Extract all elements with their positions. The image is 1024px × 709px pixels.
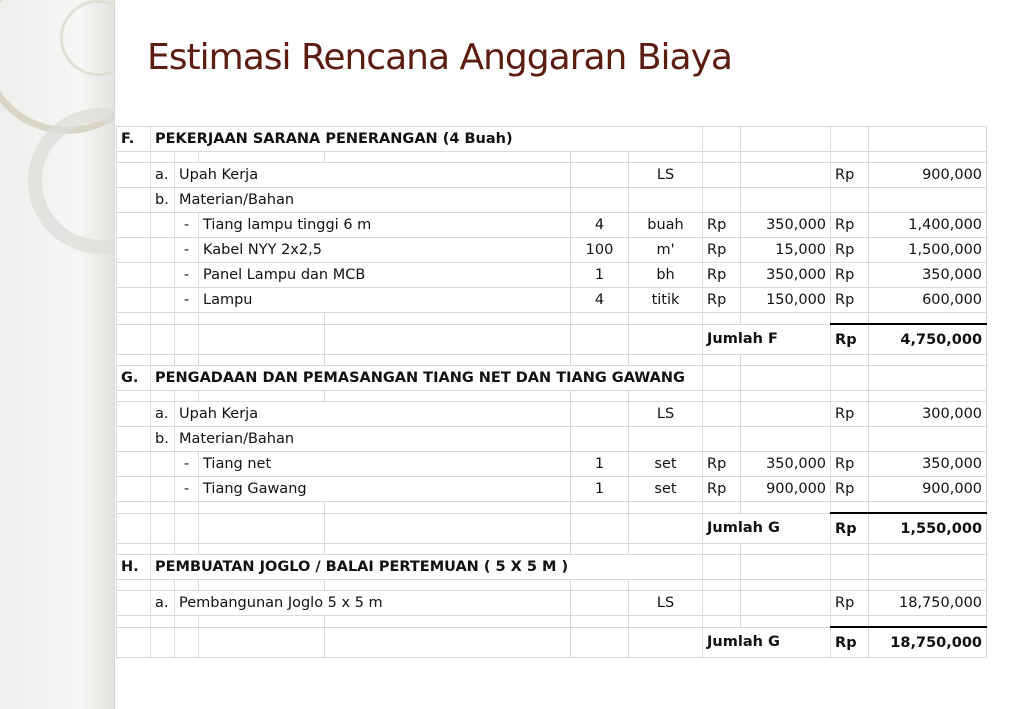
empty-cell bbox=[199, 391, 325, 402]
empty-cell bbox=[117, 238, 151, 263]
empty-cell bbox=[703, 313, 741, 325]
budget-table bbox=[116, 126, 987, 658]
empty-cell bbox=[151, 313, 175, 325]
empty-cell bbox=[831, 555, 869, 580]
empty-cell bbox=[117, 355, 151, 366]
empty-cell bbox=[869, 313, 987, 325]
currency: Rp bbox=[831, 238, 869, 263]
item-unit: LS bbox=[629, 591, 703, 616]
empty-cell bbox=[325, 544, 571, 555]
item-unit: LS bbox=[629, 402, 703, 427]
unit-price: 350,000 bbox=[741, 452, 831, 477]
empty-cell bbox=[151, 324, 175, 355]
subtotal-row bbox=[117, 513, 987, 544]
empty-cell bbox=[199, 152, 325, 163]
empty-cell bbox=[151, 213, 175, 238]
empty-cell bbox=[325, 627, 571, 658]
empty-cell bbox=[571, 616, 629, 628]
empty-cell bbox=[571, 591, 629, 616]
empty-cell bbox=[629, 152, 703, 163]
item-dash: - bbox=[175, 213, 199, 238]
empty-cell bbox=[571, 163, 629, 188]
empty-cell bbox=[831, 580, 869, 591]
item-label: Upah Kerja bbox=[175, 163, 571, 188]
empty-cell bbox=[629, 513, 703, 544]
currency: Rp bbox=[703, 288, 741, 313]
empty-cell bbox=[629, 502, 703, 514]
empty-cell bbox=[117, 627, 151, 658]
section-header-row bbox=[117, 366, 987, 391]
empty-cell bbox=[831, 391, 869, 402]
empty-cell bbox=[741, 127, 831, 152]
spacer-row bbox=[117, 313, 987, 325]
item-total: 350,000 bbox=[869, 263, 987, 288]
item-dash: - bbox=[175, 288, 199, 313]
empty-cell bbox=[741, 313, 831, 325]
empty-cell bbox=[151, 238, 175, 263]
empty-cell bbox=[199, 544, 325, 555]
item-qty: 1 bbox=[571, 263, 629, 288]
section-heading: PEKERJAAN SARANA PENERANGAN (4 Buah) bbox=[151, 127, 703, 152]
empty-cell bbox=[175, 627, 199, 658]
item-label: Materian/Bahan bbox=[175, 188, 571, 213]
currency: Rp bbox=[831, 627, 869, 658]
material-item-row bbox=[117, 238, 987, 263]
currency: Rp bbox=[703, 263, 741, 288]
empty-cell bbox=[831, 355, 869, 366]
empty-cell bbox=[117, 544, 151, 555]
spacer-row bbox=[117, 152, 987, 163]
empty-cell bbox=[741, 188, 831, 213]
spacer-row bbox=[117, 580, 987, 591]
empty-cell bbox=[151, 452, 175, 477]
empty-cell bbox=[831, 502, 869, 514]
empty-cell bbox=[151, 391, 175, 402]
currency: Rp bbox=[831, 324, 869, 355]
empty-cell bbox=[151, 616, 175, 628]
subtotal-label: Jumlah F bbox=[703, 324, 831, 355]
empty-cell bbox=[831, 616, 869, 628]
empty-cell bbox=[703, 355, 741, 366]
empty-cell bbox=[151, 580, 175, 591]
empty-cell bbox=[831, 127, 869, 152]
empty-cell bbox=[869, 502, 987, 514]
empty-cell bbox=[325, 616, 571, 628]
currency: Rp bbox=[831, 213, 869, 238]
slide-title: Estimasi Rencana Anggaran Biaya bbox=[147, 37, 732, 78]
spacer-row bbox=[117, 616, 987, 628]
empty-cell bbox=[325, 513, 571, 544]
empty-cell bbox=[151, 544, 175, 555]
empty-cell bbox=[703, 391, 741, 402]
empty-cell bbox=[117, 213, 151, 238]
empty-cell bbox=[741, 502, 831, 514]
unit-price: 150,000 bbox=[741, 288, 831, 313]
empty-cell bbox=[199, 313, 325, 325]
empty-cell bbox=[325, 580, 571, 591]
empty-cell bbox=[117, 324, 151, 355]
item-total: 18,750,000 bbox=[869, 591, 987, 616]
empty-cell bbox=[571, 355, 629, 366]
empty-cell bbox=[703, 402, 741, 427]
empty-cell bbox=[703, 544, 741, 555]
subtotal-row bbox=[117, 627, 987, 658]
materials-header-row bbox=[117, 427, 987, 452]
empty-cell bbox=[571, 544, 629, 555]
empty-cell bbox=[117, 591, 151, 616]
currency: Rp bbox=[831, 288, 869, 313]
empty-cell bbox=[831, 366, 869, 391]
empty-cell bbox=[741, 580, 831, 591]
item-dash: - bbox=[175, 477, 199, 502]
item-name: Lampu bbox=[199, 288, 571, 313]
item-total: 900,000 bbox=[869, 477, 987, 502]
currency: Rp bbox=[831, 452, 869, 477]
empty-cell bbox=[629, 355, 703, 366]
labor-row bbox=[117, 402, 987, 427]
section-header-row bbox=[117, 127, 987, 152]
material-item-row bbox=[117, 477, 987, 502]
slide-decoration bbox=[0, 0, 115, 709]
subtotal-row bbox=[117, 324, 987, 355]
empty-cell bbox=[741, 402, 831, 427]
empty-cell bbox=[629, 544, 703, 555]
item-unit: set bbox=[629, 477, 703, 502]
empty-cell bbox=[325, 355, 571, 366]
item-total: 1,500,000 bbox=[869, 238, 987, 263]
item-total: 1,400,000 bbox=[869, 213, 987, 238]
empty-cell bbox=[199, 355, 325, 366]
empty-cell bbox=[869, 355, 987, 366]
empty-cell bbox=[869, 391, 987, 402]
empty-cell bbox=[703, 188, 741, 213]
empty-cell bbox=[629, 616, 703, 628]
empty-cell bbox=[151, 152, 175, 163]
empty-cell bbox=[175, 355, 199, 366]
empty-cell bbox=[571, 502, 629, 514]
item-letter: a. bbox=[151, 163, 175, 188]
empty-cell bbox=[117, 513, 151, 544]
budget-table-body bbox=[117, 127, 987, 658]
currency: Rp bbox=[703, 238, 741, 263]
empty-cell bbox=[703, 127, 741, 152]
empty-cell bbox=[869, 152, 987, 163]
empty-cell bbox=[117, 616, 151, 628]
item-unit: set bbox=[629, 452, 703, 477]
currency: Rp bbox=[831, 477, 869, 502]
empty-cell bbox=[151, 627, 175, 658]
empty-cell bbox=[831, 188, 869, 213]
empty-cell bbox=[199, 324, 325, 355]
currency: Rp bbox=[703, 477, 741, 502]
empty-cell bbox=[571, 427, 629, 452]
material-item-row bbox=[117, 288, 987, 313]
item-letter: b. bbox=[151, 427, 175, 452]
empty-cell bbox=[629, 427, 703, 452]
empty-cell bbox=[151, 513, 175, 544]
section-header-row bbox=[117, 555, 987, 580]
empty-cell bbox=[117, 502, 151, 514]
empty-cell bbox=[741, 366, 831, 391]
empty-cell bbox=[831, 427, 869, 452]
empty-cell bbox=[117, 313, 151, 325]
empty-cell bbox=[175, 391, 199, 402]
empty-cell bbox=[629, 391, 703, 402]
empty-cell bbox=[151, 477, 175, 502]
spacer-row bbox=[117, 502, 987, 514]
item-unit: titik bbox=[629, 288, 703, 313]
empty-cell bbox=[175, 502, 199, 514]
empty-cell bbox=[571, 627, 629, 658]
empty-cell bbox=[831, 152, 869, 163]
empty-cell bbox=[869, 544, 987, 555]
empty-cell bbox=[175, 616, 199, 628]
item-qty: 4 bbox=[571, 288, 629, 313]
empty-cell bbox=[703, 427, 741, 452]
empty-cell bbox=[629, 580, 703, 591]
item-total: 900,000 bbox=[869, 163, 987, 188]
item-total: 350,000 bbox=[869, 452, 987, 477]
empty-cell bbox=[325, 502, 571, 514]
empty-cell bbox=[199, 627, 325, 658]
empty-cell bbox=[199, 502, 325, 514]
item-total: 300,000 bbox=[869, 402, 987, 427]
empty-cell bbox=[151, 288, 175, 313]
item-qty: 1 bbox=[571, 452, 629, 477]
empty-cell bbox=[741, 391, 831, 402]
empty-cell bbox=[571, 313, 629, 325]
empty-cell bbox=[571, 324, 629, 355]
empty-cell bbox=[869, 188, 987, 213]
subtotal-label: Jumlah G bbox=[703, 513, 831, 544]
item-name: Panel Lampu dan MCB bbox=[199, 263, 571, 288]
empty-cell bbox=[741, 152, 831, 163]
labor-row bbox=[117, 591, 987, 616]
subtotal-value: 1,550,000 bbox=[869, 513, 987, 544]
empty-cell bbox=[325, 391, 571, 402]
empty-cell bbox=[175, 324, 199, 355]
empty-cell bbox=[741, 616, 831, 628]
material-item-row bbox=[117, 213, 987, 238]
empty-cell bbox=[629, 188, 703, 213]
empty-cell bbox=[117, 427, 151, 452]
empty-cell bbox=[869, 127, 987, 152]
empty-cell bbox=[325, 313, 571, 325]
section-code: G. bbox=[117, 366, 151, 391]
item-letter: a. bbox=[151, 591, 175, 616]
subtotal-label: Jumlah G bbox=[703, 627, 831, 658]
item-letter: b. bbox=[151, 188, 175, 213]
empty-cell bbox=[199, 616, 325, 628]
empty-cell bbox=[741, 427, 831, 452]
empty-cell bbox=[117, 580, 151, 591]
item-label: Upah Kerja bbox=[175, 402, 571, 427]
empty-cell bbox=[117, 188, 151, 213]
item-dash: - bbox=[175, 263, 199, 288]
empty-cell bbox=[703, 616, 741, 628]
empty-cell bbox=[199, 580, 325, 591]
item-unit: bh bbox=[629, 263, 703, 288]
empty-cell bbox=[117, 452, 151, 477]
item-unit: buah bbox=[629, 213, 703, 238]
item-unit: m' bbox=[629, 238, 703, 263]
material-item-row bbox=[117, 263, 987, 288]
empty-cell bbox=[741, 163, 831, 188]
empty-cell bbox=[571, 152, 629, 163]
empty-cell bbox=[325, 324, 571, 355]
empty-cell bbox=[151, 355, 175, 366]
spacer-row bbox=[117, 355, 987, 366]
item-name: Tiang net bbox=[199, 452, 571, 477]
empty-cell bbox=[151, 263, 175, 288]
empty-cell bbox=[199, 513, 325, 544]
empty-cell bbox=[571, 513, 629, 544]
currency: Rp bbox=[703, 452, 741, 477]
empty-cell bbox=[117, 263, 151, 288]
empty-cell bbox=[117, 477, 151, 502]
empty-cell bbox=[703, 580, 741, 591]
empty-cell bbox=[325, 152, 571, 163]
currency: Rp bbox=[831, 263, 869, 288]
empty-cell bbox=[175, 513, 199, 544]
empty-cell bbox=[629, 324, 703, 355]
spacer-row bbox=[117, 391, 987, 402]
currency: Rp bbox=[703, 213, 741, 238]
empty-cell bbox=[703, 591, 741, 616]
item-name: Tiang Gawang bbox=[199, 477, 571, 502]
empty-cell bbox=[571, 402, 629, 427]
section-code: F. bbox=[117, 127, 151, 152]
empty-cell bbox=[869, 616, 987, 628]
empty-cell bbox=[869, 580, 987, 591]
item-total: 600,000 bbox=[869, 288, 987, 313]
empty-cell bbox=[741, 591, 831, 616]
empty-cell bbox=[741, 555, 831, 580]
empty-cell bbox=[869, 366, 987, 391]
item-dash: - bbox=[175, 238, 199, 263]
empty-cell bbox=[741, 355, 831, 366]
empty-cell bbox=[703, 555, 741, 580]
empty-cell bbox=[703, 152, 741, 163]
empty-cell bbox=[741, 544, 831, 555]
section-heading: PENGADAAN DAN PEMASANGAN TIANG NET DAN TIANG GAWANG bbox=[151, 366, 703, 391]
empty-cell bbox=[703, 366, 741, 391]
section-heading: PEMBUATAN JOGLO / BALAI PERTEMUAN ( 5 X 5 M ) bbox=[151, 555, 703, 580]
item-letter: a. bbox=[151, 402, 175, 427]
spacer-row bbox=[117, 544, 987, 555]
unit-price: 15,000 bbox=[741, 238, 831, 263]
currency: Rp bbox=[831, 402, 869, 427]
empty-cell bbox=[117, 391, 151, 402]
empty-cell bbox=[151, 502, 175, 514]
unit-price: 350,000 bbox=[741, 213, 831, 238]
empty-cell bbox=[869, 427, 987, 452]
item-qty: 1 bbox=[571, 477, 629, 502]
empty-cell bbox=[117, 163, 151, 188]
item-unit: LS bbox=[629, 163, 703, 188]
unit-price: 350,000 bbox=[741, 263, 831, 288]
empty-cell bbox=[571, 580, 629, 591]
item-label: Pembangunan Joglo 5 x 5 m bbox=[175, 591, 571, 616]
unit-price: 900,000 bbox=[741, 477, 831, 502]
empty-cell bbox=[831, 313, 869, 325]
item-name: Tiang lampu tinggi 6 m bbox=[199, 213, 571, 238]
empty-cell bbox=[703, 502, 741, 514]
empty-cell bbox=[629, 627, 703, 658]
subtotal-value: 18,750,000 bbox=[869, 627, 987, 658]
section-code: H. bbox=[117, 555, 151, 580]
materials-header-row bbox=[117, 188, 987, 213]
empty-cell bbox=[869, 555, 987, 580]
currency: Rp bbox=[831, 163, 869, 188]
empty-cell bbox=[175, 544, 199, 555]
item-qty: 4 bbox=[571, 213, 629, 238]
empty-cell bbox=[175, 152, 199, 163]
item-dash: - bbox=[175, 452, 199, 477]
empty-cell bbox=[831, 544, 869, 555]
labor-row bbox=[117, 163, 987, 188]
subtotal-value: 4,750,000 bbox=[869, 324, 987, 355]
empty-cell bbox=[571, 188, 629, 213]
empty-cell bbox=[175, 313, 199, 325]
empty-cell bbox=[571, 391, 629, 402]
empty-cell bbox=[703, 163, 741, 188]
empty-cell bbox=[629, 313, 703, 325]
empty-cell bbox=[117, 288, 151, 313]
currency: Rp bbox=[831, 591, 869, 616]
item-name: Kabel NYY 2x2,5 bbox=[199, 238, 571, 263]
empty-cell bbox=[175, 580, 199, 591]
empty-cell bbox=[117, 402, 151, 427]
item-qty: 100 bbox=[571, 238, 629, 263]
currency: Rp bbox=[831, 513, 869, 544]
material-item-row bbox=[117, 452, 987, 477]
item-label: Materian/Bahan bbox=[175, 427, 571, 452]
empty-cell bbox=[117, 152, 151, 163]
